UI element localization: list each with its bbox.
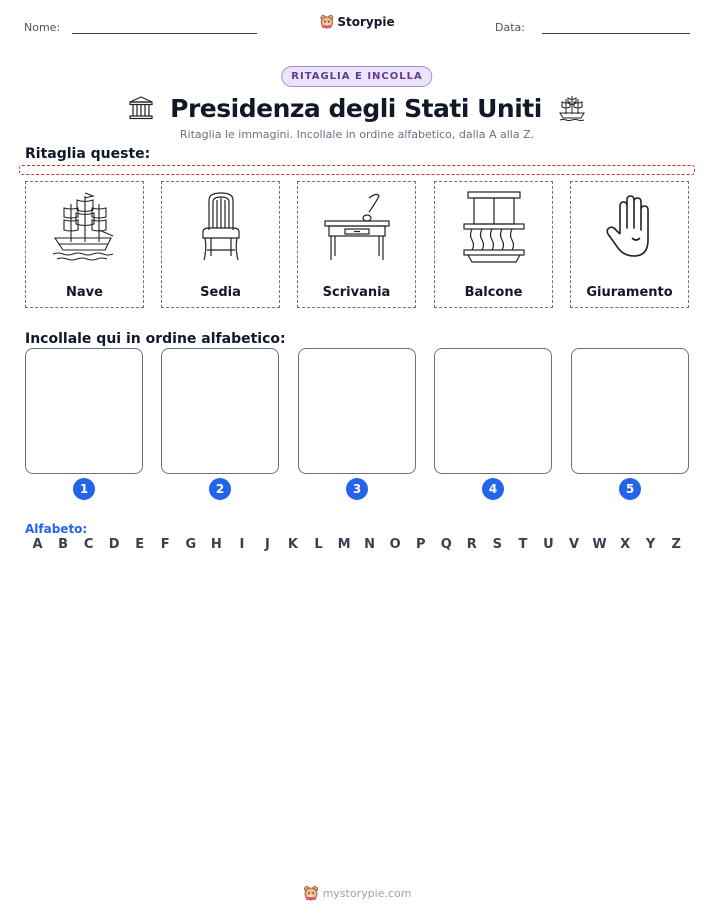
- alphabet-letter: B: [58, 537, 68, 552]
- alphabet-letter: L: [314, 537, 323, 552]
- cut-card-giuramento[interactable]: [570, 181, 689, 308]
- bear-icon: [319, 14, 334, 29]
- alphabet-letter: M: [337, 537, 351, 552]
- chair-icon: [187, 190, 255, 266]
- cut-card-balcone[interactable]: [434, 181, 553, 308]
- date-label: Data:: [495, 21, 525, 34]
- cut-heading: Ritaglia queste:: [25, 146, 151, 162]
- alphabet-letter: K: [287, 537, 298, 552]
- alphabet-letter: P: [415, 537, 426, 552]
- alphabet-letter: I: [239, 537, 245, 552]
- cut-card-scrivania[interactable]: [297, 181, 416, 308]
- position-number-1: 1: [73, 478, 95, 500]
- paste-box-5[interactable]: [571, 348, 689, 474]
- position-number-2: 2: [209, 478, 231, 500]
- page-title: Presidenza degli Stati Uniti: [170, 93, 542, 123]
- alphabet-letter: A: [32, 537, 43, 552]
- paste-box-4[interactable]: [434, 348, 552, 474]
- alphabet-letter: O: [389, 537, 401, 552]
- card-label: Sedia: [200, 285, 241, 300]
- ship-icon: [51, 190, 119, 266]
- paste-box-3[interactable]: [298, 348, 416, 474]
- bear-icon: [303, 885, 319, 901]
- balcony-icon: [460, 190, 528, 266]
- name-line: [72, 33, 257, 34]
- column-building-icon: [128, 95, 154, 121]
- activity-badge: RITAGLIA E INCOLLA: [281, 66, 432, 87]
- alphabet-row: [25, 537, 689, 552]
- alphabet-letter: G: [185, 537, 197, 552]
- paste-box-2[interactable]: [161, 348, 279, 474]
- card-label: Nave: [66, 285, 103, 300]
- alphabet-letter: H: [210, 537, 222, 552]
- alphabet-letter: W: [592, 537, 607, 552]
- alphabet-letter: U: [543, 537, 554, 552]
- alphabet-letter: X: [620, 537, 631, 552]
- card-label: Scrivania: [322, 285, 391, 300]
- worksheet-header: [24, 14, 690, 40]
- desk-icon: [323, 190, 391, 266]
- raised-hand-icon: [596, 190, 664, 266]
- alphabet-letter: Y: [645, 537, 656, 552]
- alphabet-letter: Z: [671, 537, 681, 552]
- alphabet-letter: D: [108, 537, 120, 552]
- card-label: Giuramento: [586, 285, 673, 300]
- alphabet-letter: V: [568, 537, 580, 552]
- alphabet-letter: C: [83, 537, 94, 552]
- alphabet-letter: J: [265, 537, 270, 552]
- alphabet-letter: E: [135, 537, 145, 552]
- alphabet-letter: N: [364, 537, 376, 552]
- position-number-5: 5: [619, 478, 641, 500]
- alphabet-letter: F: [160, 537, 170, 552]
- position-number-3: 3: [346, 478, 368, 500]
- logo: [319, 14, 394, 29]
- alphabet-letter: R: [466, 537, 477, 552]
- cut-line: [19, 165, 695, 175]
- footer-link[interactable]: mystorypie.com: [322, 886, 412, 900]
- paste-box-1[interactable]: [25, 348, 143, 474]
- date-line: [542, 33, 690, 34]
- position-number-4: 4: [482, 478, 504, 500]
- title-row: [0, 90, 714, 126]
- card-label: Balcone: [464, 285, 523, 300]
- cut-card-sedia[interactable]: [161, 181, 280, 308]
- instructions: Ritaglia le immagini. Incollale in ordine alfabetico, dalla A alla Z.: [179, 128, 535, 141]
- paste-heading: Incollale qui in ordine alfabetico:: [25, 331, 286, 347]
- alphabet-letter: Q: [440, 537, 452, 552]
- cut-card-nave[interactable]: [25, 181, 144, 308]
- sailing-ship-icon: [558, 94, 586, 122]
- alphabet-letter: T: [518, 537, 528, 552]
- footer: [0, 885, 714, 901]
- alphabet-letter: S: [492, 537, 503, 552]
- alphabet-heading: Alfabeto:: [25, 522, 88, 536]
- logo-text: Storypie: [337, 14, 395, 29]
- name-label: Nome:: [24, 21, 61, 34]
